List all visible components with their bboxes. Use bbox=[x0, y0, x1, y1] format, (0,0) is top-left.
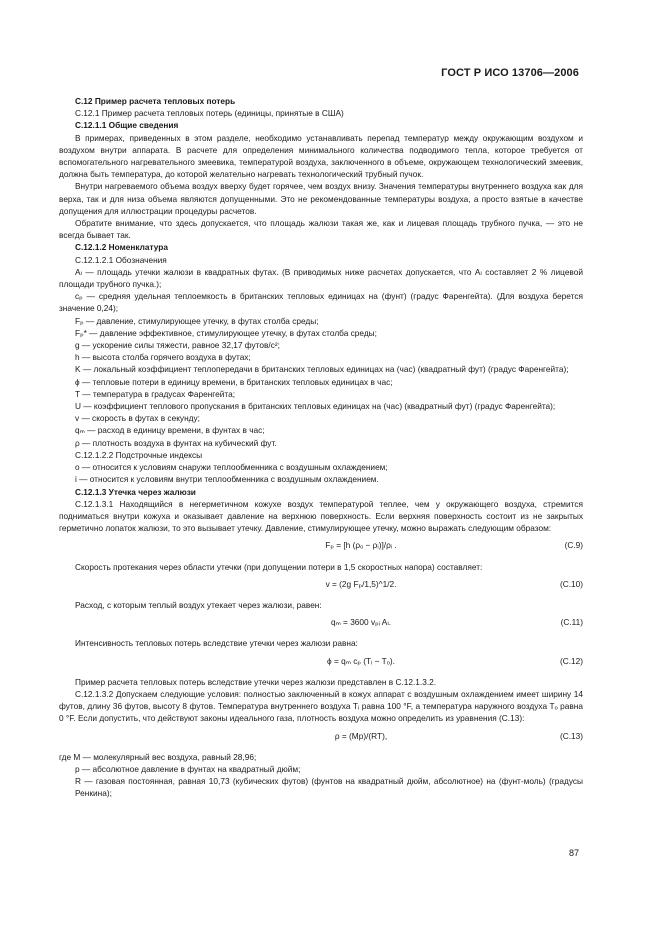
equation-formula: ρ = (Mp)/(RT), bbox=[334, 730, 388, 741]
section-heading: С.12.1.1 Общие сведения bbox=[75, 120, 179, 131]
equation-number: (С.12) bbox=[559, 655, 583, 666]
paragraph: v — скорость в футах в секунду; bbox=[75, 413, 200, 424]
paragraph: С.12.1 Пример расчета тепловых потерь (единицы, принятые в США) bbox=[75, 108, 344, 119]
paragraph: С.12.1.3.2 Допускаем следующие условия: полностью заключенный в кожух аппарат с воздушным охлаждением имеет ширину 14 футов, длину 36 футов, высоту 8 футов. Температура внутреннего воздуха Tᵢ равна 100 °F, а температура наружного воздуха Tₒ равна 0 °F. Если допустить, что действуют законы идеального газа, плотность воздуха можно определить из уравнения (С.13): bbox=[59, 688, 583, 724]
equation-row bbox=[59, 730, 583, 742]
page-number: 87 bbox=[568, 848, 579, 858]
equation-number: (С.13) bbox=[559, 730, 583, 741]
paragraph: С.12.1.2.2 Подстрочные индексы bbox=[75, 449, 203, 460]
paragraph: i — относится к условиям внутри теплообменника с воздушным охлаждением. bbox=[75, 474, 379, 485]
paragraph: cₚ — средняя удельная теплоемкость в британских тепловых единицах на (фунт) (градус Фаренгейта). (Для воздуха берется значение 0,24); bbox=[59, 291, 583, 314]
paragraph: g — ускорение силы тяжести, равное 32,17 футов/с²; bbox=[75, 340, 280, 351]
paragraph: С.12.1.3.1 Находящийся в негерметичном кожухе воздух температурой теплее, чем у окружающего воздуха, стремится подниматься внутри кожуха и оказывает давление на верхнюю поверхность. Если верхняя поверхность состоит из не закрытых герметично лопаток жалюзи, то это вызывает утечку. Давление, стимулирующее утечку, можно выражать следующим образом: bbox=[59, 498, 583, 534]
paragraph: Fₚ* — давление эффективное, стимулирующее утечку, в футах столба среды; bbox=[75, 327, 377, 338]
paragraph: где M — молекулярный вес воздуха, равный 28,96; bbox=[59, 751, 257, 762]
paragraph: В примерах, приведенных в этом разделе, необходимо устанавливать перепад температур между окружающим воздухом и воздухом внутри аппарата. В расчете для определения минимального количества подводимого тепла, которое требуется от вспомогательного нагревательного змеевика, температурой воздуха, заключенного в объеме, окружающем технологический змеевик, должна быть температура, до которой желательно нагревать технологический трубный пучок. bbox=[59, 132, 583, 180]
equation-row bbox=[59, 578, 583, 590]
section-heading: С.12.1.2 Номенклатура bbox=[75, 242, 168, 253]
equation-number: (С.11) bbox=[560, 617, 583, 628]
equation-number: (С.10) bbox=[559, 578, 583, 589]
paragraph: Скорость протекания через области утечки (при допущении потери в 1,5 скоростных напора) составляет: bbox=[75, 561, 483, 572]
equation-row bbox=[59, 539, 583, 551]
paragraph: p — абсолютное давление в фунтах на квадратный дюйм; bbox=[75, 763, 301, 774]
paragraph: Пример расчета тепловых потерь вследствие утечки через жалюзи представлен в С.12.1.3.2. bbox=[75, 676, 437, 687]
paragraph: ρ — плотность воздуха в фунтах на кубический фут. bbox=[75, 437, 277, 448]
paragraph: o — относится к условиям снаружи теплообменника с воздушным охлаждением; bbox=[75, 462, 388, 473]
paragraph: T — температура в градусах Фаренгейта; bbox=[75, 388, 236, 399]
equation-row bbox=[59, 616, 583, 628]
equation-formula: Fₚ = [h (ρₒ − ρᵢ)]/ρᵢ . bbox=[325, 540, 397, 551]
section-heading: С.12 Пример расчета тепловых потерь bbox=[75, 96, 236, 106]
paragraph: R — газовая постоянная, равная 10,73 (кубических футов) (фунтов на квадратный дюйм, абсолютное) на (фунт-моль) (градусы Ренкина); bbox=[75, 776, 583, 799]
paragraph: U — коэффициент теплового пропускания в британских тепловых единицах на (час) (квадратный фут) (градус Фаренгейта); bbox=[75, 401, 556, 412]
document-body bbox=[59, 95, 583, 800]
equation-number: (С.9) bbox=[564, 540, 583, 551]
paragraph: Обратите внимание, что здесь допускается, что площадь жалюзи такая же, как и лицевая площадь трубного пучка, — это не всегда бывает так. bbox=[59, 218, 583, 241]
paragraph: Aₗ — площадь утечки жалюзи в квадратных футах. (В приводимых ниже расчетах допускается, что Aₗ составляет 2 % лицевой площади трубного пучка.); bbox=[59, 266, 583, 290]
paragraph: Fₚ — давление, стимулирующее утечку, в футах столба среды; bbox=[75, 315, 319, 326]
paragraph: qₘ — расход в единицу времени, в фунтах в час; bbox=[75, 425, 265, 436]
section-heading: С.12.1.3 Утечка через жалюзи bbox=[75, 486, 196, 497]
equation-row bbox=[59, 655, 583, 667]
paragraph: K — локальный коэффициент теплопередачи в британских тепловых единицах на (час) (квадратный фут) (градус Фаренгейта); bbox=[75, 364, 569, 375]
equation-formula: v = (2g Fₚ/1,5)^1/2. bbox=[325, 578, 397, 589]
standard-header: ГОСТ Р ИСО 13706—2006 bbox=[441, 67, 579, 79]
paragraph: ϕ — тепловые потери в единицу времени, в британских тепловых единицах в час; bbox=[75, 376, 393, 387]
equation-formula: ϕ = qₘ cₚ (Tᵢ − Tₒ). bbox=[327, 655, 395, 666]
equation-formula: qₘ = 3600 vₚᵢ Aₗ. bbox=[330, 617, 392, 628]
paragraph: С.12.1.2.1 Обозначения bbox=[75, 254, 167, 265]
paragraph: Расход, с которым теплый воздух утекает через жалюзи, равен: bbox=[75, 599, 322, 610]
paragraph: h — высота столба горячего воздуха в футах; bbox=[75, 352, 251, 363]
paragraph: Интенсивность тепловых потерь вследствие утечки через жалюзи равна: bbox=[75, 638, 358, 649]
paragraph: Внутри нагреваемого объема воздух вверху будет горячее, чем воздух внизу. Значения температуры внутреннего воздуха как для верха, так и для низа объема являются допущенными. Это не рекомендованные температуры воздуха, а просто взятые в качестве допущения для иллюстрации процедуры расчетов. bbox=[59, 181, 583, 216]
